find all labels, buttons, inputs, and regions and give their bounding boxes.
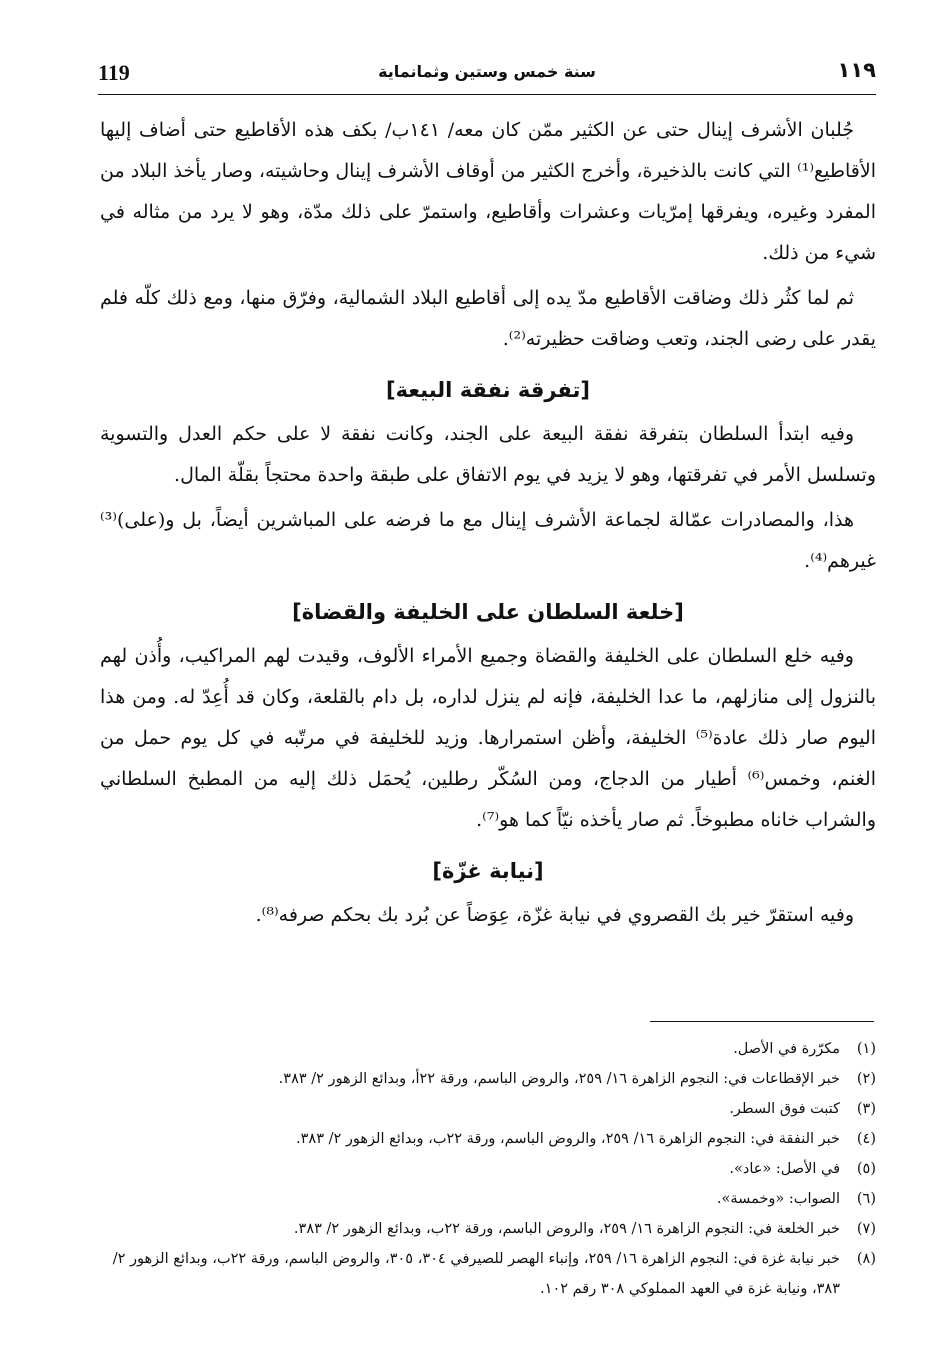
footnote (100, 1154, 876, 1184)
paragraph-6: وفيه استقرّ خير بك القصروي في نيابة غزّة، عِوَضاً عن بُرد بك بحكم صرفه⁽⁸⁾. (255, 904, 854, 926)
footnotes (100, 1034, 876, 1304)
running-title: سنة خمس وستين وثمانماية (378, 62, 596, 81)
footnote-number: (٤) (856, 1131, 876, 1147)
paragraph-4: هذا، والمصادرات عمّالة لجماعة الأشرف إينال مع ما فرضه على المباشرين أيضاً، بل و(على)⁽³⁾ غيرهم⁽⁴⁾. (100, 509, 876, 572)
paragraph-5: وفيه خلع السلطان على الخليفة والقضاة وجميع الأمراء الألوف، وقيدت لهم المراكيب، وأُذن لهم بالنزول إلى منازلهم، ما عدا الخليفة، فإنه لم ينزل لداره، بل دام بالقلعة، وكان قد أُعِدّ له. ومن هذا اليوم صار ذلك عادة⁽⁵⁾ الخليفة، وأظن استمرارها. وزيد للخليفة في مرتّبه في كل يوم حمل من الغنم، وخمس⁽⁶⁾ أطيار من الدجاج، ومن السُكّر رطلين، يُحمَل ذلك إليه من المطبخ السلطاني والشراب خاناه مطبوخاً. ثم صار يأخذه نيّاً كما هو⁽⁷⁾. (100, 645, 876, 831)
footnote-number: (١) (856, 1041, 876, 1057)
page-number-arabic: ١١٩ (837, 58, 876, 82)
footnote (100, 1244, 876, 1304)
footnote-text: خبر نيابة غزة في: النجوم الزاهرة ١٦/ ٢٥٩، وإنباء الهصر للصيرفي ٣٠٤، ٣٠٥، والروض الباسم، ورقة ٢٢ب، وبدائع الزهور ٢/ ٣٨٣، ونيابة غزة في العهد المملوكي ٣٠٨ رقم ١٠٢. (112, 1251, 840, 1297)
footnote-number: (٥) (856, 1161, 876, 1177)
footnote-text: خبر الخلعة في: النجوم الزاهرة ١٦/ ٢٥٩، والروض الباسم، ورقة ٢٢ب، وبدائع الزهور ٢/ ٣٨٣. (293, 1221, 840, 1237)
footnote-number: (٨) (856, 1251, 876, 1267)
footnote (100, 1124, 876, 1154)
page-number-latin: 119 (98, 60, 130, 85)
paragraph-3: وفيه ابتدأ السلطان بتفرقة نفقة البيعة على الجند، وكانت نفقة لا على حكم العدل والتسوية وتسلسل الأمر في تفرقتها، وهو لا يزيد في يوم الاتفاق على طبقة واحدة محتجاً بقلّة المال. (100, 423, 876, 486)
footnote-divider (650, 1021, 874, 1022)
section-heading-khil-a: [خلعة السلطان على الخليفة والقضاة] (292, 600, 684, 624)
section-heading-bay-a: [تفرقة نفقة البيعة] (385, 378, 591, 402)
footnote (100, 1064, 876, 1094)
footnote-text: الصواب: «وخمسة». (716, 1191, 840, 1207)
footnote (100, 1184, 876, 1214)
footnote-text: مكرّرة في الأصل. (733, 1041, 840, 1057)
footnote-text: خبر النفقة في: النجوم الزاهرة ١٦/ ٢٥٩، والروض الباسم، ورقة ٢٢ب، وبدائع الزهور ٢/ ٣٨٣. (296, 1131, 840, 1147)
footnote (100, 1094, 876, 1124)
footnote-text: خبر الإقطاعات في: النجوم الزاهرة ١٦/ ٢٥٩، والروض الباسم، ورقة ٢٢أ، وبدائع الزهور ٢/ ٣٨٣. (278, 1071, 840, 1087)
page-header (98, 58, 876, 95)
footnote-number: (٢) (856, 1071, 876, 1087)
footnote (100, 1214, 876, 1244)
footnote-number: (٣) (856, 1101, 876, 1117)
main-text (100, 110, 876, 936)
footnote (100, 1034, 876, 1064)
paragraph-2: ثم لما كثُر ذلك وضاقت الأقاطيع مدّ يده إلى أقاطيع البلاد الشمالية، وفرّق منها، ومع ذلك كلّه فلم يقدر على رضى الجند، وتعب وضاقت حظيرته⁽²⁾. (100, 287, 876, 350)
paragraph-1: جُلبان الأشرف إينال حتى عن الكثير ممّن كان معه/ ١٤١ب/ بكف هذه الأقاطيع حتى أضاف إليها الأقاطيع⁽¹⁾ التي كانت بالذخيرة، وأخرج الكثير من أوقاف الأشرف إينال وحاشيته، وصار يأخذ البلاد من المفرد وغيره، ويفرقها إمرّيات وعشرات وأقاطيع، واستمرّ على ذلك مدّة، وهو لا يرد من مثاله في شيء من ذلك. (100, 119, 876, 264)
section-heading-gaza: [نيابة غزّة] (432, 859, 544, 883)
footnote-number: (٧) (856, 1221, 876, 1237)
footnote-text: كتبت فوق السطر. (729, 1101, 840, 1117)
footnote-number: (٦) (856, 1191, 876, 1207)
footnote-text: في الأصل: «عاد». (729, 1161, 840, 1177)
